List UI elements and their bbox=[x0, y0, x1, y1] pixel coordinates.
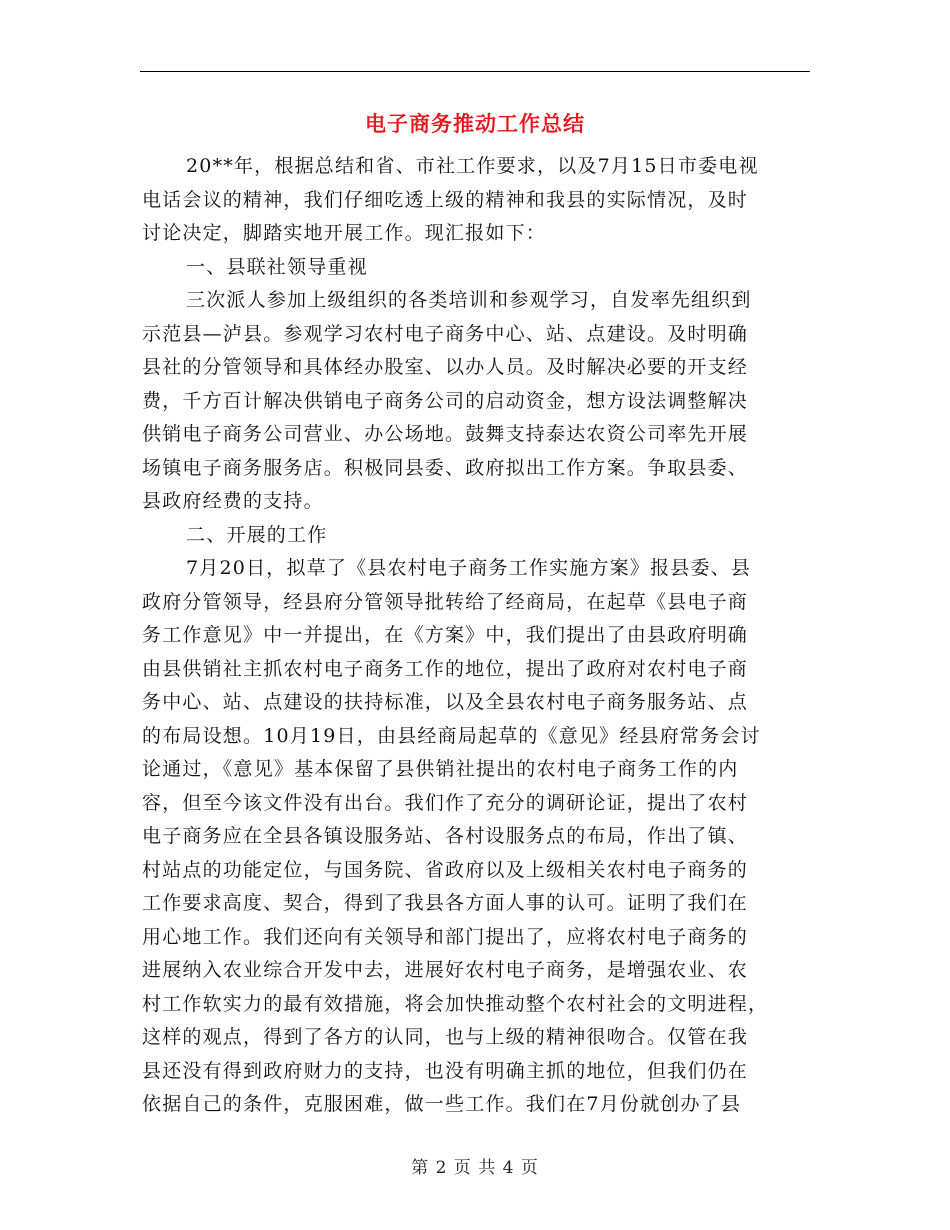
text-line: 由县供销社主抓农村电子商务工作的地位，提出了政府对农村电子商 bbox=[142, 657, 749, 680]
text-line: 论通过，《意见》基本保留了县供销社提出的农村电子商务工作的内 bbox=[142, 758, 739, 780]
document-title: 电子商务推动工作总结 bbox=[365, 111, 585, 136]
text-line: 政府分管领导，经县府分管领导批转给了经商局，在起草《县电子商 bbox=[142, 590, 749, 613]
text-line: 电子商务应在全县各镇设服务站、各村设服务点的布局，作出了镇、 bbox=[142, 825, 749, 847]
text-line: 工作要求高度、契合，得到了我县各方面人事的认可。证明了我们在 bbox=[142, 892, 749, 914]
text-line: 三次派人参加上级组织的各类培训和参观学习，自发率先组织到 bbox=[186, 289, 752, 311]
document-body bbox=[142, 150, 808, 1122]
header-rule bbox=[140, 71, 810, 72]
text-line: 县还没有得到政府财力的支持，也没有明确主抓的地位，但我们仍在 bbox=[142, 1059, 749, 1082]
text-line: 务中心、站、点建设的扶持标准，以及全县农村电子商务服务站、点 bbox=[142, 691, 749, 713]
text-line: 7月20日，拟草了《县农村电子商务工作实施方案》报县委、县 bbox=[186, 557, 752, 579]
text-line: 示范县—泸县。参观学习农村电子商务中心、站、点建设。及时明确 bbox=[142, 322, 749, 345]
text-line: 县政府经费的支持。 bbox=[142, 490, 324, 512]
text-line: 供销电子商务公司营业、办公场地。鼓舞支持泰达农资公司率先开展 bbox=[142, 423, 749, 445]
text-line: 20**年，根据总结和省、市社工作要求，以及7月15日市委电视 bbox=[186, 155, 759, 177]
text-line: 县社的分管领导和具体经办股室、以办人员。及时解决必要的开支经 bbox=[142, 356, 749, 378]
text-line: 场镇电子商务服务店。积极同县委、政府拟出工作方案。争取县委、 bbox=[142, 456, 749, 479]
text-line: 二、开展的工作 bbox=[186, 523, 328, 546]
page-number: 第 2 页 共 4 页 bbox=[411, 1158, 539, 1178]
text-line: 进展纳入农业综合开发中去，进展好农村电子商务，是增强农业、农 bbox=[142, 959, 749, 981]
text-line: 村工作软实力的最有效措施，将会加快推动整个农村社会的文明进程， bbox=[142, 992, 769, 1015]
text-line: 的布局设想。10月19日，由县经商局起草的《意见》经县府常务会讨 bbox=[142, 724, 761, 747]
text-line: 讨论决定，脚踏实地开展工作。现汇报如下： bbox=[142, 222, 547, 244]
text-line: 费，千方百计解决供销电子商务公司的启动资金，想方设法调整解决 bbox=[142, 389, 749, 412]
text-line: 这样的观点，得到了各方的认同，也与上级的精神很吻合。仅管在我 bbox=[142, 1026, 749, 1048]
text-line: 电话会议的精神，我们仔细吃透上级的精神和我县的实际情况，及时 bbox=[142, 188, 749, 211]
text-line: 用心地工作。我们还向有关领导和部门提出了，应将农村电子商务的 bbox=[142, 925, 749, 948]
text-line: 务工作意见》中一并提出，在《方案》中，我们提出了由县政府明确 bbox=[142, 624, 749, 646]
text-line: 依据自己的条件，克服困难，做一些工作。我们在7月份就创办了县 bbox=[142, 1093, 742, 1115]
text-line: 村站点的功能定位，与国务院、省政府以及上级相关农村电子商务的 bbox=[142, 858, 749, 881]
text-line: 容，但至今该文件没有出台。我们作了充分的调研论证，提出了农村 bbox=[142, 791, 749, 814]
text-line: 一、县联社领导重视 bbox=[186, 255, 368, 278]
